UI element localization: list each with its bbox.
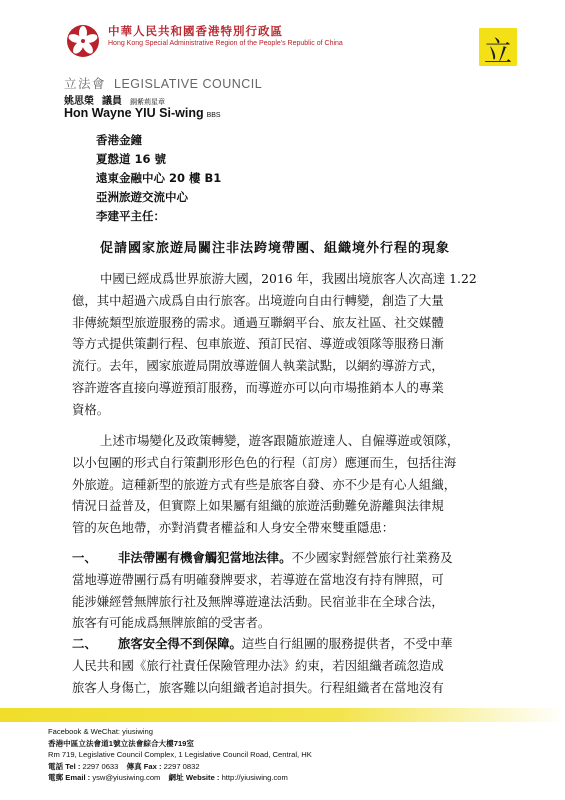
address-line: 亞洲旅遊交流中心 (96, 190, 188, 204)
paragraph-line: 上述市場變化及政策轉變，遊客跟隨旅遊達人、自僱導遊或領隊， (100, 433, 460, 448)
paragraph-line: 管的灰色地帶，亦對消費者權益和人身安全帶來雙重隱患： (72, 520, 395, 536)
paragraph-line: 流行。去年，國家旅遊局開放導遊個人執業試點，以網約導游方式， (72, 358, 444, 374)
personal-logo (479, 28, 517, 66)
section-text: 這些自行組團的服務提供者，不受中華 (241, 636, 453, 651)
fax-label: 傳真 Fax : (126, 761, 162, 771)
paragraph-line: 外旅遊。這種新型的旅遊方式有些是旅客自發、亦不少是有心人組織， (72, 476, 457, 492)
footer-address-en: Rm 719, Legislative Council Complex, 1 Legislative Council Road, Central, HK (48, 750, 312, 759)
council-name (64, 74, 262, 92)
paragraph-line: 能涉嫌經營無牌旅行社及無牌導遊違法活動。民宿並非在全球合法， (72, 593, 444, 609)
paragraph-2 (72, 430, 490, 539)
member-name-cn (64, 92, 165, 107)
paragraph-line: 旅客人身傷亡，旅客難以向組織者追討損失。行程組織者在當地沒有 (72, 679, 444, 695)
paragraph-line: 中國已經成爲世界旅游大國，2016 年，我國出境旅客人次高達 1.22 (100, 271, 477, 286)
member-honour: 銅紫荊星章 (130, 98, 165, 106)
government-name-en: Hong Kong Special Administrative Region of the People's Republic of China (108, 40, 343, 47)
footer-phone-row (48, 761, 312, 773)
address-line: 香港金鐘 (96, 133, 142, 147)
footer-social: Facebook & WeChat: yiusiwing (48, 727, 153, 736)
paragraph-line: 人民共和國《旅行社責任保險管理办法》約束，若因組織者疏忽造成 (72, 657, 444, 673)
hksar-emblem-icon (66, 24, 100, 58)
footer-email-row (48, 772, 312, 784)
letter-title: 促請國家旅遊局關注非法跨境帶團、組織境外行程的現象 (100, 241, 451, 256)
paragraph-line: 等方式提供策劃行程、包車旅遊、預訂民宿、導遊或領隊等服務日漸 (72, 336, 444, 352)
section-2 (72, 633, 490, 698)
paragraph-line: 容許遊客直接向導遊預訂服務，而導遊亦可以向市場推銷本人的專業 (72, 379, 444, 395)
section-first-line (72, 547, 490, 569)
section-number: 一、 (72, 550, 97, 565)
address-line: 遠東金融中心 20 樓 B1 (96, 171, 222, 185)
email-label: 電郵 Email : (48, 773, 91, 782)
tel-number: 2297 0633 (82, 761, 119, 771)
paragraph-line: 情況日益普及，但實際上如果屬有組織的旅遊活動難免游離與法律規 (72, 498, 444, 514)
section-number: 二、 (72, 636, 97, 651)
footer-address-cn: 香港中區立法會道1號立法會綜合大樓719室 (48, 738, 194, 748)
section-heading: 旅客安全得不到保障。 (118, 636, 242, 651)
government-name-cn: 中華人民共和國香港特別行政區 (108, 24, 283, 38)
paragraph-line: 非傳統類型旅遊服務的需求。通過互聯網平台、旅友社區、社交媒體 (72, 314, 444, 330)
paragraph-line: 億，其中超過六成爲自由行旅客。出境遊向自由行轉變，創造了大量 (72, 292, 444, 308)
recipient-address (96, 131, 221, 226)
member-name: 姚思榮 (64, 96, 94, 107)
paragraph-line: 以小包團的形式自行策劃形形色色的行程（訂房）應運而生，包括往海 (72, 454, 457, 470)
address-line: 夏慤道 16 號 (96, 152, 167, 166)
website-link[interactable]: http://yiusiwing.com (221, 773, 288, 782)
website-label: 網址 Website : (168, 773, 220, 782)
logo-character: 立 (483, 35, 512, 68)
recipient-salutation: 李建平主任： (96, 209, 165, 223)
member-name-en (64, 106, 221, 120)
council-name-cn: 立法會 (64, 77, 107, 91)
paragraph-line: 當地導遊帶團行爲有明確發牌要求，若導遊在當地沒有持有牌照，可 (72, 571, 444, 587)
footer-band (0, 708, 565, 722)
member-name-en-text: Hon Wayne YIU Si-wing (64, 106, 204, 120)
section-first-line (72, 633, 490, 655)
paragraph-line: 旅客有可能成爲無牌旅館的受害者。 (72, 615, 271, 631)
member-honour-en: BBS (206, 112, 221, 119)
council-name-en: LEGISLATIVE COUNCIL (114, 77, 263, 91)
tel-label: 電話 Tel : (48, 761, 81, 771)
section-1 (72, 547, 490, 634)
paragraph-line: 資格。 (72, 401, 110, 417)
member-title: 議員 (102, 96, 122, 107)
footer-contact (48, 726, 312, 784)
paragraph-1 (72, 268, 490, 421)
section-text: 不少國家對經營旅行社業務及 (291, 550, 453, 565)
section-heading: 非法帶團有機會觸犯當地法律。 (118, 550, 292, 565)
fax-number: 2297 0832 (163, 761, 200, 771)
email-link[interactable]: ysw@yiusiwing.com (92, 773, 161, 782)
